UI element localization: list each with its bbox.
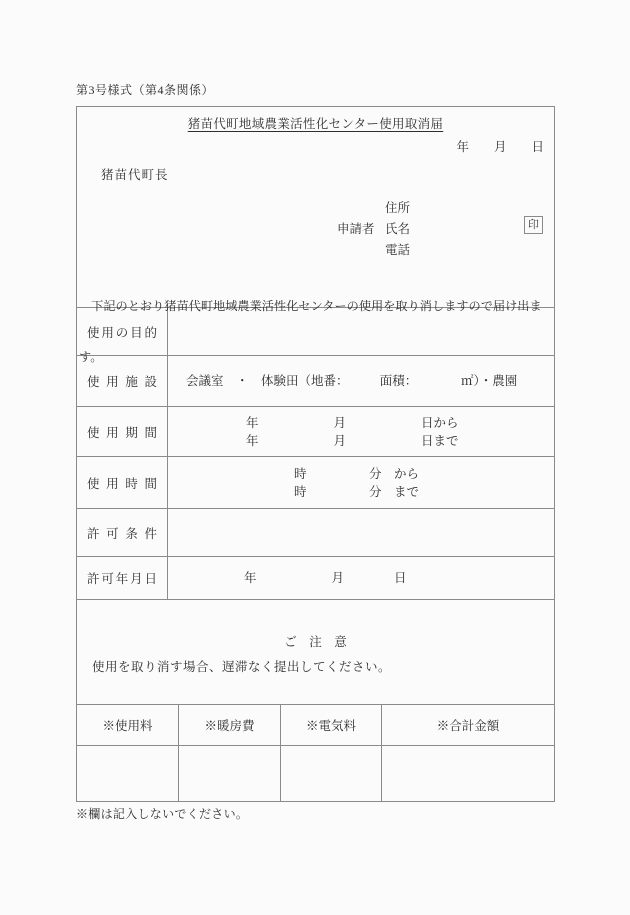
table-row-period: [77, 406, 554, 456]
document-title: 猪苗代町地域農業活性化センター使用取消届: [187, 117, 444, 131]
fee-value-electric: [281, 746, 382, 801]
fee-value-usage: [77, 746, 179, 801]
period-from-line: 年 月 日から: [246, 415, 459, 430]
row-label-cell: [77, 457, 168, 508]
purpose-label: 使用の目的: [87, 325, 157, 340]
table-row-conditions: [77, 508, 554, 556]
intro-line-2: す。: [79, 350, 103, 364]
facility-label: 使用施設: [87, 375, 157, 389]
addressee-label: 猪苗代町長: [101, 168, 169, 182]
conditions-label: 許可条件: [87, 526, 157, 541]
row-label-cell: [77, 509, 168, 556]
form-outer-box: [76, 106, 555, 802]
applicant-role-label: 申請者: [337, 222, 375, 236]
hours-to-line: 時 分 まで: [294, 484, 420, 499]
period-value-cell: [168, 407, 554, 456]
fee-header-electric: ※電気料: [281, 705, 382, 745]
intro-paragraph: [79, 264, 552, 400]
fee-value-heating: [179, 746, 281, 801]
fee-header-heating: ※暖房費: [179, 705, 281, 745]
footnote: ※欄は記入しないでください。: [76, 807, 249, 821]
applicant-phone-label: 電話: [385, 243, 411, 257]
permit-date-label: 許可年月日: [87, 572, 157, 586]
fee-values-row: [77, 745, 554, 801]
permit-date-value-cell: [168, 557, 554, 599]
row-label-cell: [77, 557, 168, 599]
table-row-permit-date: [77, 556, 554, 599]
facility-options: 会議室 ・ 体験田（地番： 面積： ㎡）・農園: [186, 374, 518, 388]
notice-section: [77, 599, 554, 704]
fee-header-total: ※合計金額: [436, 719, 500, 733]
permit-date-line: 年 月 日: [244, 571, 407, 585]
conditions-value-cell: [168, 509, 554, 556]
fee-value-total: [382, 746, 554, 801]
period-label: 使用期間: [87, 425, 157, 440]
row-label-cell: [77, 407, 168, 456]
applicant-name-label: 氏名: [385, 222, 411, 236]
intro-line-1: 下記のとおり猪苗代町地域農業活性化センターの使用を取り消しますので届け出ま: [79, 299, 542, 313]
notice-text: 使用を取り消す場合、遅滞なく提出してください。: [79, 660, 392, 674]
date-field: 年 月 日: [456, 140, 544, 154]
hours-label: 使用時間: [87, 476, 157, 491]
table-row-hours: [77, 456, 554, 508]
seal-box: 印: [524, 216, 543, 234]
period-to-line: 年 月 日まで: [246, 433, 459, 448]
fee-header-row: [77, 704, 554, 745]
hours-from-line: 時 分 から: [294, 466, 420, 481]
hours-value-cell: [168, 457, 554, 508]
notice-heading: ご 注 意: [284, 635, 347, 649]
applicant-address-label: 住所: [385, 201, 411, 215]
form-number-label: 第3号様式（第4条関係）: [76, 83, 215, 97]
fee-header-usage: ※使用料: [77, 705, 179, 745]
